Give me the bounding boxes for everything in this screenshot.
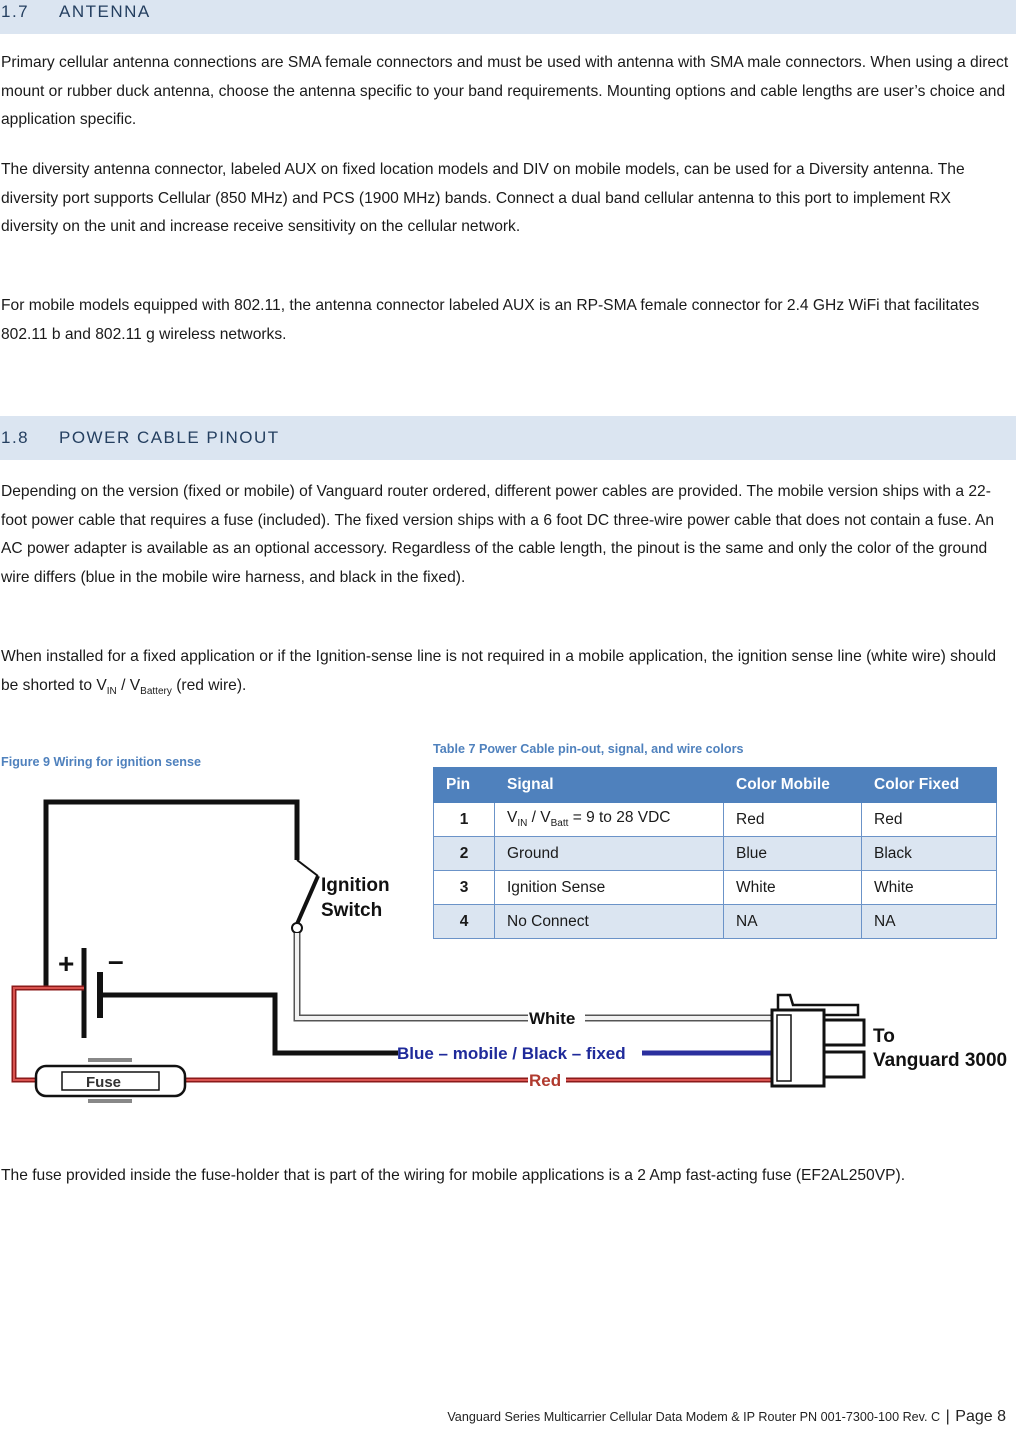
section-title: POWER CABLE PINOUT (59, 428, 280, 447)
fuse-label: Fuse (86, 1074, 122, 1091)
page-footer (447, 1408, 1006, 1426)
red-wire-label: Red (529, 1071, 562, 1090)
color-fixed-cell: Red (862, 803, 997, 837)
pin-cell: 4 (434, 905, 495, 939)
fuse-paragraph: The fuse provided inside the fuse-holder that is part of the wiring for mobile applications is a 2 Amp fast-acting fuse (EF2AL250VP). (1, 1167, 906, 1184)
table-header-row (434, 768, 997, 803)
table-row (434, 905, 997, 939)
section-title: ANTENNA (59, 2, 151, 21)
header-signal: Signal (495, 768, 724, 803)
antenna-paragraph-3: For mobile models equipped with 802.11, the antenna connector labeled AUX is an RP-SMA female connector for 2.4 GHz WiFi that facilitates 802.11 b and 802.11 g wireless networks. (1, 297, 980, 343)
ignition-switch-lever (297, 860, 318, 876)
section-heading-antenna (0, 0, 1016, 34)
signal-cell: $V_{IN} / V_{Batt} = 9$ to 28 VDC (495, 803, 724, 837)
color-fixed-cell: Black (862, 837, 997, 871)
battery-plus-label: + (58, 948, 75, 979)
power-paragraph-1: Depending on the version (fixed or mobile) of Vanguard router ordered, different power cables are provided. The mobile version ships with a 22-foot power cable that requires a fuse (included). The fixed version ships with a 6 foot DC three-wire power cable that does not contain a fuse. An AC power adapter is available as an optional accessory. Regardless of the cable length, the pinout is the same and only the color of the ground wire differs (blue in the mobile wire harness, and black in the fixed). (1, 483, 995, 586)
battery-minus-label: – (108, 945, 124, 976)
antenna-paragraph-1: Primary cellular antenna connections are SMA female connectors and must be used with antenna with SMA male connectors. When using a direct mount or rubber duck antenna, choose the antenna specific to your band requirements. Mounting options and cable lengths are user’s choice and application specific. (1, 54, 1009, 129)
color-mobile-cell: NA (724, 905, 862, 939)
ignition-switch-blade (297, 876, 318, 924)
footer-page-number: Page 8 (955, 1408, 1006, 1425)
power-paragraph-2: When installed for a fixed application or if the Ignition-sense line is not required in a mobile application, the ignition sense line (white wire) should be shorted to $V_{IN} / V_{Battery}$ (red wire). (1, 648, 997, 697)
color-mobile-cell: Blue (724, 837, 862, 871)
color-fixed-cell: White (862, 871, 997, 905)
power-cable-table (433, 767, 997, 939)
pin-cell: 1 (434, 803, 495, 837)
blue-black-wire-label: Blue – mobile / Black – fixed (397, 1044, 626, 1063)
pin-cell: 2 (434, 837, 495, 871)
footer-separator: | (945, 1408, 950, 1425)
fuse-holder (36, 1060, 185, 1101)
section-number: 1.8 (1, 428, 30, 447)
header-pin: Pin (434, 768, 495, 803)
header-color-fixed: Color Fixed (862, 768, 997, 803)
black-wire (100, 995, 398, 1053)
white-wire-label: White (529, 1009, 576, 1028)
color-mobile-cell: White (724, 871, 862, 905)
color-fixed-cell: NA (862, 905, 997, 939)
header-color-mobile: Color Mobile (724, 768, 862, 803)
connector-label-to: To (873, 1026, 895, 1047)
antenna-paragraph-2: The diversity antenna connector, labeled AUX on fixed location models and DIV on mobile models, can be used for a Diversity antenna. The diversity port supports Cellular (850 MHz) and PCS (1900 MHz) bands. Connect a dual band cellular antenna to this port to implement RX diversity on the unit and increase receive sensitivity on the cellular network. (1, 161, 965, 236)
footer-document-title: Vanguard Series Multicarrier Cellular Data Modem & IP Router PN 001-7300-100 Rev. C (447, 1410, 941, 1424)
table-caption: Table 7 Power Cable pin-out, signal, and wire colors (433, 742, 744, 756)
section-heading-power-cable (0, 416, 1016, 460)
section-number: 1.7 (1, 2, 30, 21)
ignition-label-line-1: Ignition (321, 875, 390, 896)
table-row (434, 803, 997, 837)
color-mobile-cell: Red (724, 803, 862, 837)
signal-cell: Ignition Sense (495, 871, 724, 905)
pin-cell: 3 (434, 871, 495, 905)
table-row (434, 837, 997, 871)
signal-cell: No Connect (495, 905, 724, 939)
figure-caption: Figure 9 Wiring for ignition sense (1, 755, 201, 769)
white-wire (297, 933, 528, 1018)
signal-cell: Ground (495, 837, 724, 871)
table-row (434, 871, 997, 905)
vanguard-connector (772, 995, 864, 1086)
connector-label-vanguard: Vanguard 3000 (873, 1050, 1008, 1071)
ignition-label-line-2: Switch (321, 900, 383, 921)
ignition-switch-terminal (292, 923, 302, 933)
